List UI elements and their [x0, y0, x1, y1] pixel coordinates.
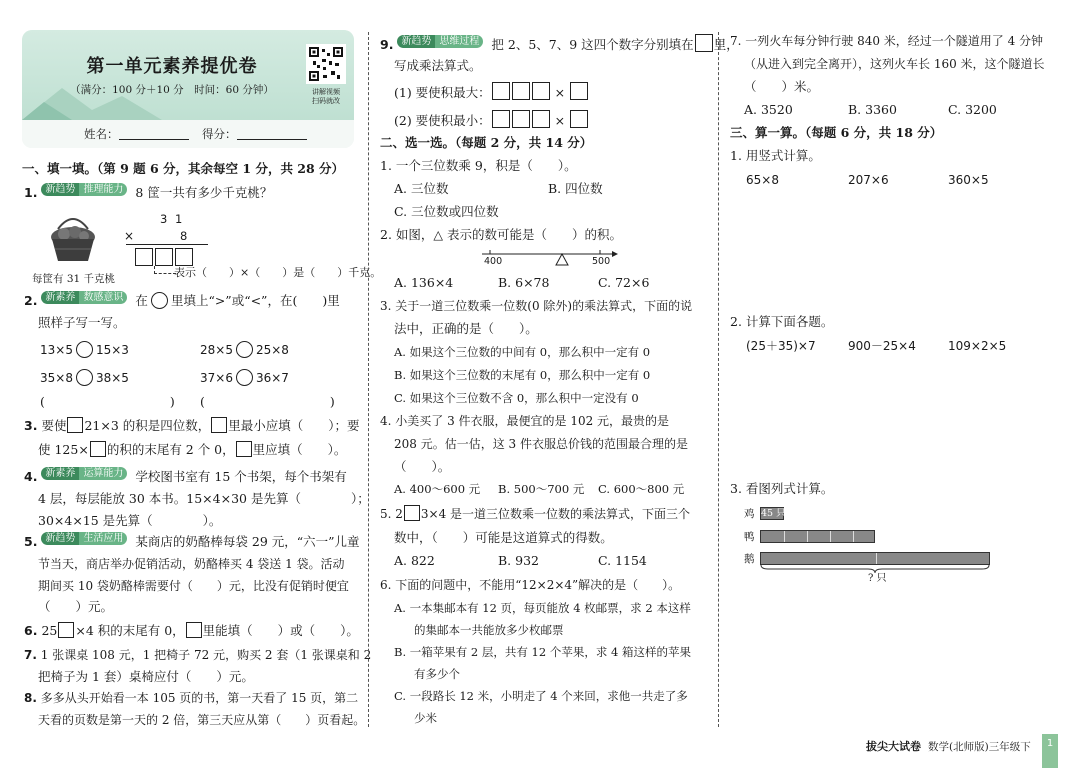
calc-2-c: 109×2×5: [948, 339, 1007, 353]
choice-4-a[interactable]: A. 400～600 元: [394, 482, 481, 496]
mult-bottom: 8: [180, 229, 188, 243]
number-line-left: 400: [484, 256, 503, 267]
choice-5: 5. 2 3×4 是一道三位数乘一位数的乘法算式，下面三个: [380, 507, 691, 521]
choice-7: 7. 一列火车每分钟行驶 840 米，经过一个隧道用了 4 分钟: [730, 34, 1044, 48]
question-number: 8.: [24, 691, 37, 705]
qr-caption: 讲解视频 扫码就改: [312, 88, 340, 105]
number-line-right: 500: [592, 256, 611, 267]
digit-box[interactable]: [492, 110, 510, 128]
exam-header: [22, 30, 354, 148]
text: 里填上“>”或“<”，在( )里: [170, 293, 340, 308]
name-label: 姓名：: [84, 127, 119, 141]
choice-1: 1. 一个三位数乘 9，积是（ ）。: [380, 158, 577, 173]
question-number: 7.: [24, 648, 37, 662]
choice-3-line2: 法中，正确的是（ ）。: [394, 321, 538, 336]
choice-5-c[interactable]: C. 1154: [598, 553, 647, 568]
q4-line2: 4 层，每层能放 30 本书。15×4×30 是先算（ ）；: [38, 491, 370, 506]
goose-label: 鹅: [744, 553, 755, 565]
calc-1-a: 65×8: [746, 173, 779, 187]
mult-top: 3 1: [160, 212, 185, 226]
digit-box[interactable]: [570, 82, 588, 100]
question-number: 3.: [24, 418, 38, 433]
question-7: 7. 1 张课桌 108 元，1 把椅子 72 元，购买 2 套（1 张课桌和 2: [24, 648, 372, 662]
q8-line2: 天看的页数是第一天的 2 倍，第三天应从第（ ）页看起。: [38, 713, 366, 727]
mult-sign: ×: [124, 229, 135, 243]
question-6: 6. 25 ×4 积的末尾有 0， 里能填（ ）或（ ）。: [24, 623, 359, 638]
choice-2-c[interactable]: C. 72×6: [598, 275, 650, 290]
digit-box[interactable]: [492, 82, 510, 100]
calc-1-b: 207×6: [848, 173, 889, 187]
duck-label: 鸭: [744, 531, 755, 543]
q2-line2: 照样子写一写。: [38, 315, 126, 330]
chicken-value: 45 只: [761, 508, 786, 519]
basket-icon: [42, 207, 104, 267]
choice-3-a[interactable]: A. 如果这个三位数的中间有 0，那么积中一定有 0: [394, 345, 651, 359]
calc-3-title: 3. 看图列式计算。: [730, 481, 834, 496]
column-right: [730, 0, 1060, 769]
choice-6-c-line2: 少米: [414, 711, 437, 725]
chicken-label: 鸡: [744, 508, 755, 520]
answer-box[interactable]: [155, 248, 173, 266]
choice-2: 2. 如图，△ 表示的数可能是（ ）的积。: [380, 227, 622, 242]
question-number: 6.: [24, 623, 38, 638]
digit-box[interactable]: [512, 82, 530, 100]
question-3: 3. 要使 21×3 的积是四位数， 里最小应填（ ）；要: [24, 418, 360, 433]
exam-title: 第一单元素养提优卷: [86, 56, 258, 77]
choice-2-a[interactable]: A. 136×4: [394, 275, 454, 290]
q9-min: (2) 要使积最小： ×: [394, 110, 589, 130]
q1-answer-line: 表示（ ）×（ ）是（ ）千克。: [174, 266, 382, 279]
question-number: 4.: [24, 469, 38, 484]
qr-code[interactable]: [306, 44, 346, 84]
calc-2-title: 2. 计算下面各题。: [730, 314, 834, 329]
calc-1-c: 360×5: [948, 173, 989, 187]
choice-7-a[interactable]: A. 3520: [744, 102, 793, 117]
choice-4: 4. 小美买了 3 件衣服，最便宜的是 102 元，最贵的是: [380, 414, 670, 428]
section-3-title: 三、算一算。（每题 6 分，共 18 分）: [730, 125, 943, 140]
answer-box[interactable]: [404, 505, 420, 521]
choice-6: 6. 下面的问题中，不能用“12×2×4”解决的是（ ）。: [380, 578, 681, 592]
q9-line2: 写成乘法算式。: [394, 58, 482, 73]
section-1-title: 一、填一填。（第 9 题 6 分，其余每空 1 分，共 28 分）: [22, 161, 345, 176]
q5-line3: 期间买 10 袋奶酪棒需要付（ ）元，比没有促销时便宜: [38, 579, 349, 593]
basket-caption: 每筐有 31 千克桃: [32, 273, 116, 285]
choice-4-line2: 208 元。估一估，这 3 件衣服总价钱的范围最合理的是: [394, 437, 688, 451]
text: 在: [135, 293, 148, 308]
choice-7-b[interactable]: B. 3360: [848, 102, 897, 117]
choice-5-line2: 数中，（ ）可能是这道算式的得数。: [394, 530, 613, 545]
answer-box[interactable]: [67, 417, 83, 433]
question-4: 4. 新素养 运算能力 学校图书室有 15 个书架，每个书架有: [24, 468, 347, 484]
footer-brand: 拔尖大试卷: [866, 740, 921, 753]
compare-circle[interactable]: [76, 341, 93, 358]
question-text: 8 筐一共有多少千克桃？: [135, 185, 273, 200]
question-2: [24, 291, 340, 310]
compare-row-1b: 28×5 25×8: [200, 343, 289, 357]
page-number: 1: [1042, 734, 1058, 768]
question-5: 5. 新趋势 生活应用 某商店的奶酪棒每袋 29 元，“六一”儿童: [24, 533, 360, 549]
calc-2-a: (25＋35)×7: [746, 339, 816, 353]
digit-box[interactable]: [570, 110, 588, 128]
q2-paren-1[interactable]: ( ): [40, 394, 175, 409]
tag-new-literacy-operation: 新素养 运算能力: [41, 467, 127, 480]
choice-6-b[interactable]: B. 一箱苹果有 2 层，共有 12 个苹果，求 4 箱这样的苹果: [394, 645, 691, 659]
compare-circle[interactable]: [236, 369, 253, 386]
exam-subtitle: （满分：100 分＋10 分 时间：60 分钟）: [70, 84, 274, 96]
choice-6-a-line2: 的集邮本一共能放多少枚邮票: [414, 623, 564, 637]
question-1: [24, 183, 272, 202]
choice-3-b[interactable]: B. 如果这个三位数的末尾有 0，那么积中一定有 0: [394, 368, 651, 382]
mult-line: [126, 244, 208, 245]
name-field[interactable]: [119, 128, 189, 140]
tag-new-trend-reasoning: 新趋势 推理能力: [41, 183, 127, 196]
choice-5-a[interactable]: A. 822: [394, 553, 435, 568]
choice-3: 3. 关于一道三位数乘一位数(0 除外)的乘法算式，下面的说: [380, 299, 693, 313]
digit-box[interactable]: [532, 110, 550, 128]
column-divider: [718, 32, 719, 727]
calc-1-title: 1. 用竖式计算。: [730, 148, 821, 163]
answer-box[interactable]: [236, 441, 252, 457]
choice-6-a[interactable]: A. 一本集邮本有 12 页，每页能放 4 枚邮票，求 2 本这样: [394, 601, 691, 615]
question-9: 9. 新趋势 思维过程 把 2、5、7、9 这四个数字分别填在 里，: [380, 36, 739, 52]
qr-code-icon: [309, 47, 343, 81]
choice-4-b[interactable]: B. 500～700 元: [498, 482, 585, 496]
bracket-line: [154, 273, 176, 274]
question-number: 2.: [24, 293, 38, 308]
goose-question: ? 只: [868, 573, 887, 584]
choice-7-line2: （从进入到完全离开），这列火车长 160 米，这个隧道长: [744, 57, 1045, 71]
choice-4-line3: （ ）。: [394, 459, 451, 474]
column-left: [22, 0, 382, 769]
compare-row-1: 13×5 15×3: [40, 343, 129, 357]
q4-line3: 30×4×15 是先算（ ）。: [38, 513, 222, 528]
name-score-row: [22, 120, 354, 148]
q7-line2: 把椅子为 1 套）桌椅应付（ ）元。: [38, 669, 254, 684]
choice-6-b-line2: 有多少个: [414, 667, 460, 681]
circle-blank[interactable]: [151, 292, 168, 309]
choice-5-b[interactable]: B. 932: [498, 553, 539, 568]
compare-row-2: 35×8 38×5: [40, 371, 129, 385]
choice-1-b[interactable]: B. 四位数: [548, 181, 603, 196]
score-field[interactable]: [237, 128, 307, 140]
choice-1-c[interactable]: C. 三位数或四位数: [394, 204, 499, 219]
digit-box[interactable]: [532, 82, 550, 100]
question-8: 8. 多多从头开始看一本 105 页的书，第一天看了 15 页，第二: [24, 691, 359, 705]
score-label: 得分：: [202, 127, 237, 141]
tag-new-trend-thinking: 新趋势 思维过程: [397, 35, 483, 48]
choice-1-a[interactable]: A. 三位数: [394, 181, 449, 196]
q5-line2: 节当天，商店举办促销活动，奶酪棒买 4 袋送 1 袋。活动: [38, 557, 345, 571]
compare-circle[interactable]: [76, 369, 93, 386]
column-middle: [380, 0, 739, 769]
q5-line4: （ ）元。: [38, 599, 114, 614]
compare-row-2b: 37×6 36×7: [200, 371, 289, 385]
triangle-marker: [556, 254, 568, 265]
choice-4-c[interactable]: C. 600～800 元: [598, 482, 685, 496]
question-number: 1.: [24, 185, 38, 200]
question-number: 9.: [380, 37, 394, 52]
calc-2-b: 900－25×4: [848, 339, 916, 353]
tag-new-trend-life: 新趋势 生活应用: [41, 532, 127, 545]
answer-box[interactable]: [211, 417, 227, 433]
choice-7-line3: （ ）米。: [744, 79, 820, 94]
q9-max: (1) 要使积最大： ×: [394, 82, 589, 102]
answer-box[interactable]: [58, 622, 74, 638]
choice-6-c[interactable]: C. 一段路长 12 米，小明走了 4 个来回，求他一共走了多: [394, 689, 688, 703]
digit-box[interactable]: [512, 110, 530, 128]
section-2-title: 二、选一选。（每题 2 分，共 14 分）: [380, 135, 593, 150]
question-number: 5.: [24, 534, 38, 549]
compare-circle[interactable]: [236, 341, 253, 358]
choice-7-c[interactable]: C. 3200: [948, 102, 997, 117]
footer-subject: 数学(北师版)三年级下: [928, 741, 1031, 753]
answer-box[interactable]: [695, 34, 713, 52]
column-divider: [368, 32, 369, 727]
choice-2-b[interactable]: B. 6×78: [498, 275, 550, 290]
q3-line2: 使 125× 的积的末尾有 2 个 0， 里应填（ ）。: [38, 442, 347, 457]
answer-box[interactable]: [186, 622, 202, 638]
q2-paren-2[interactable]: ( ): [200, 394, 335, 409]
answer-box[interactable]: [90, 441, 106, 457]
answer-box[interactable]: [135, 248, 153, 266]
tag-new-literacy-number-sense: 新素养 数感意识: [41, 291, 127, 304]
choice-3-c[interactable]: C. 如果这个三位数不含 0，那么积中一定没有 0: [394, 391, 639, 405]
duck-bar: [760, 530, 875, 543]
